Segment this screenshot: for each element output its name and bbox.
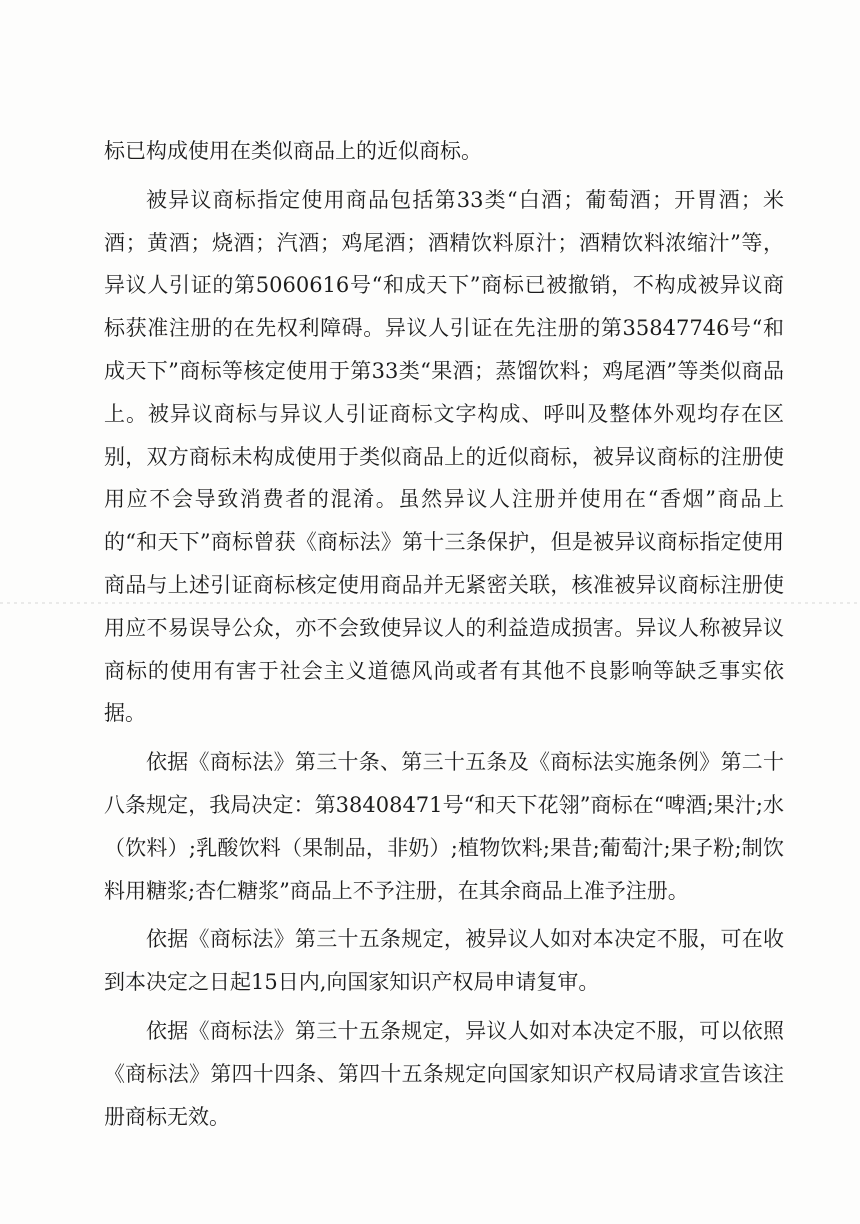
paragraph-analysis: 被异议商标指定使用商品包括第33类“白酒；葡萄酒；开胃酒；米酒；黄酒；烧酒；汽酒；鸡尾酒；酒精饮料原汁；酒精饮料浓缩汁”等，异议人引证的第5060616号“和成天下”商标已被撤销，不构成被异议商标获准注册的在先权利障碍。异议人引证在先注册的第35847746号“和成天下”商标等核定使用于第33类“果酒；蒸馏饮料；鸡尾酒”等类似商品上。被异议商标与异议人引证商标文字构成、呼叫及整体外观均存在区别，双方商标未构成使用于类似商品上的近似商标，被异议商标的注册使用应不会导致消费者的混淆。虽然异议人注册并使用在“香烟”商品上的“和天下”商标曾获《商标法》第十三条保护，但是被异议商标指定使用商品与上述引证商标核定使用商品并无紧密关联，核准被异议商标注册使用应不易误导公众，亦不会致使异议人的利益造成损害。异议人称被异议商标的使用有害于社会主义道德风尚或者有其他不良影响等缺乏事实依据。 xyxy=(104,187,784,726)
paragraph-decision: 依据《商标法》第三十条、第三十五条及《商标法实施条例》第二十八条规定，我局决定：第38408471号“和天下花翎”商标在“啤酒;果汁;水（饮料）;乳酸饮料（果制品，非奶）;植物饮料;果昔;葡萄汁;果子粉;制饮料用糖浆;杏仁糖浆”商品上不予注册，在其余商品上准予注册。 xyxy=(104,750,784,903)
document-body xyxy=(104,130,784,1144)
paragraph-review-right: 依据《商标法》第三十五条规定，被异议人如对本决定不服，可在收到本决定之日起15日内,向国家知识产权局申请复审。 xyxy=(104,927,784,995)
paragraph-continuation: 标已构成使用在类似商品上的近似商标。 xyxy=(104,139,482,163)
paragraph-invalidation-right: 依据《商标法》第三十五条规定，异议人如对本决定不服，可以依照《商标法》第四十四条、第四十五条规定向国家知识产权局请求宣告该注册商标无效。 xyxy=(104,1018,784,1129)
